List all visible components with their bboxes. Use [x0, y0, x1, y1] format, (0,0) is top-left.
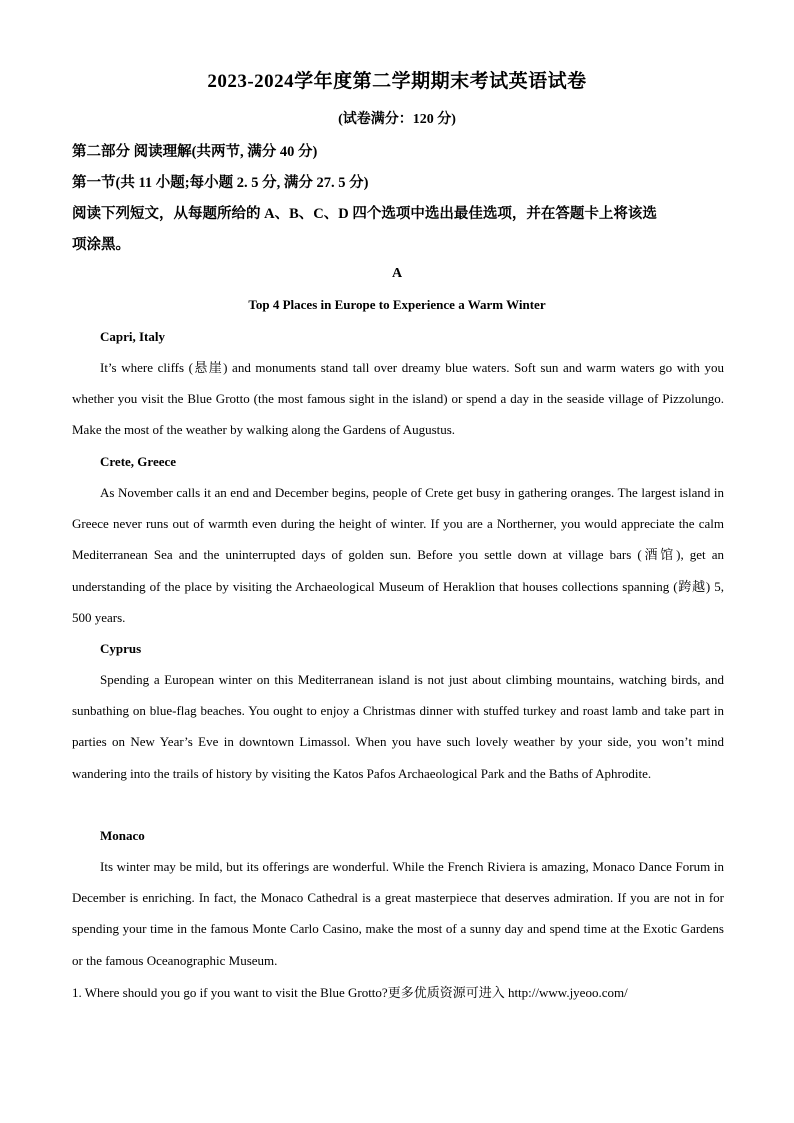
place-heading: Crete, Greece: [100, 454, 177, 469]
directions-line-2: 项涂黑。: [72, 237, 130, 253]
score-note: (试卷满分：120 分): [338, 112, 456, 127]
place-paragraph: As November calls it an end and December begins, people of Crete get busy in gathering oranges. The largest island in Greece never runs out of warmth even during the height of winter. If you are a Northerner, you would appreciate the calm Mediterranean Sea and the uninterrupted days of golden sun. Before you settle down at village bars (酒馆), get an understanding of the place by visiting the Archaeological Museum of Heraklion that houses collections spanning (跨越) 5, 500 years.: [72, 485, 724, 625]
section-heading: 第一节(共 11 小题;每小题 2. 5 分, 满分 27. 5 分): [72, 175, 369, 191]
place-section-crete: [72, 446, 724, 633]
place-heading: Monaco: [100, 828, 145, 843]
question-1: 1. Where should you go if you want to visit the Blue Grotto?更多优质资源可进入 http://www.jyeoo.com/: [72, 985, 628, 1000]
place-paragraph: It’s where cliffs (悬崖) and monuments stand tall over dreamy blue waters. Soft sun and warm waters go with you whether you visit the Blue Grotto (the most famous sight in the island) or spend a day in the seaside village of Pizzolungo. Make the most of the weather by walking along the Gardens of Augustus.: [72, 360, 724, 438]
place-section-monaco: [72, 820, 724, 976]
place-section-capri: [72, 321, 724, 446]
place-section-cyprus: [72, 633, 724, 789]
place-heading: Capri, Italy: [100, 329, 165, 344]
place-heading: Cyprus: [100, 641, 142, 656]
place-paragraph: Spending a European winter on this Mediterranean island is not just about climbing mountains, watching birds, and sunbathing on blue-flag beaches. You ought to enjoy a Christmas dinner with stuffed turkey and roast lamb and take part in parties on New Year’s Eve in downtown Limassol. When you have such lovely weather by your side, you won’t mind wandering into the trails of history by visiting the Katos Pafos Archaeological Park and the Baths of Aphrodite.: [72, 672, 724, 781]
passage-title: Top 4 Places in Europe to Experience a Warm Winter: [248, 297, 546, 312]
page-title: 2023-2024学年度第二学期期末考试英语试卷: [207, 71, 587, 92]
place-paragraph: Its winter may be mild, but its offerings are wonderful. While the French Riviera is amazing, Monaco Dance Forum in December is enriching. In fact, the Monaco Cathedral is a great masterpiece that deserves admiration. If you are not in for spending your time in the famous Monte Carlo Casino, make the most of a sunny day and spend time at the Exotic Gardens or the famous Oceanographic Museum.: [72, 859, 724, 968]
passage-letter: A: [391, 266, 403, 281]
directions-line-1: 阅读下列短文，从每题所给的 A、B、C、D 四个选项中选出最佳选项，并在答题卡上将该选: [72, 206, 657, 222]
part-heading: 第二部分 阅读理解(共两节, 满分 40 分): [72, 144, 318, 160]
